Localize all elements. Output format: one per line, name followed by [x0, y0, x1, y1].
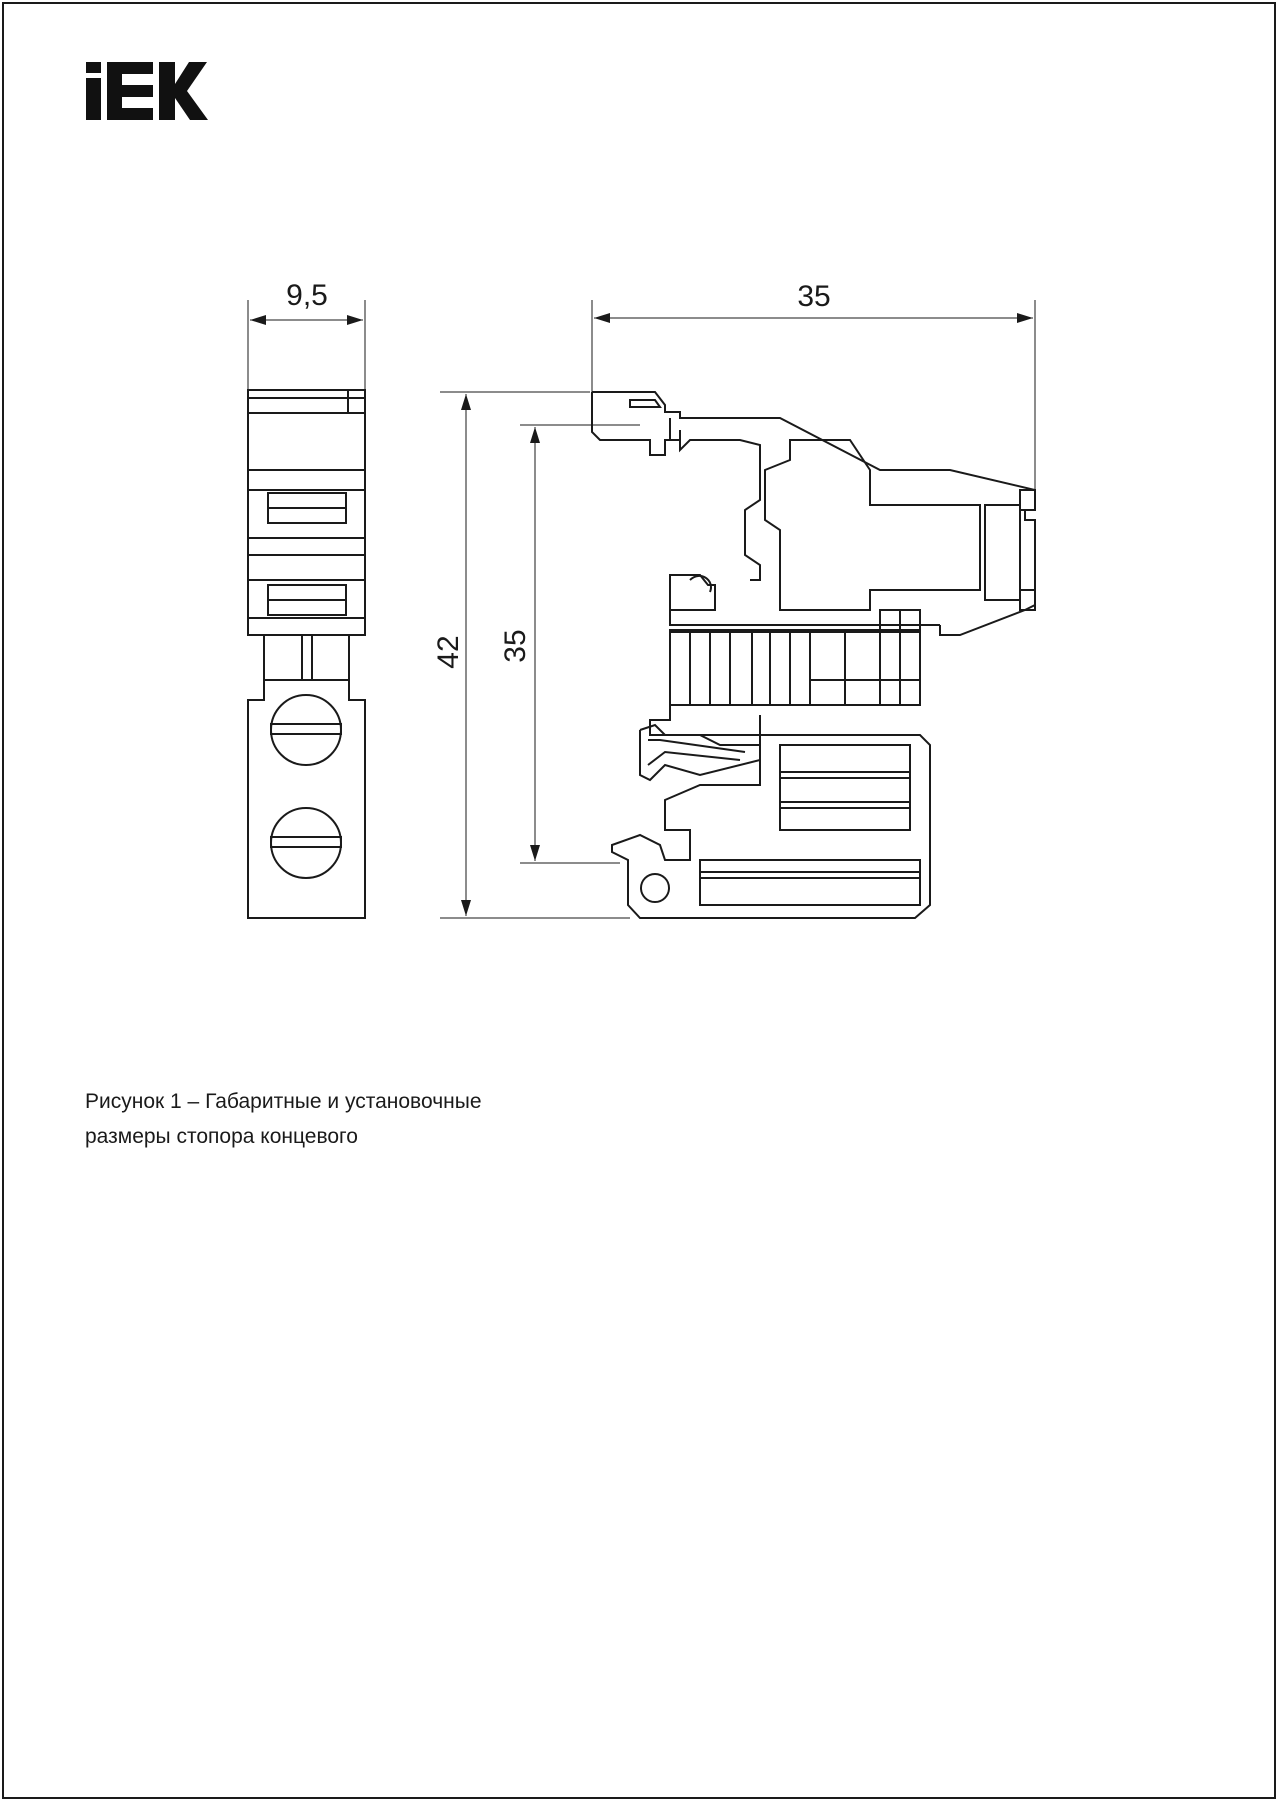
caption-line-2: размеры стопора концевого — [85, 1125, 358, 1148]
side-view — [248, 300, 365, 918]
front-view — [592, 300, 1035, 918]
figure-caption — [85, 1084, 685, 1154]
dimension-front-width: 35 — [797, 280, 831, 313]
caption-line-1: Рисунок 1 – Габаритные и установочные — [85, 1090, 482, 1113]
height-dimensions — [440, 392, 640, 918]
dimension-side-width: 9,5 — [286, 279, 328, 312]
dimension-rail-height: 35 — [499, 629, 532, 663]
dimension-total-height: 42 — [432, 635, 465, 669]
